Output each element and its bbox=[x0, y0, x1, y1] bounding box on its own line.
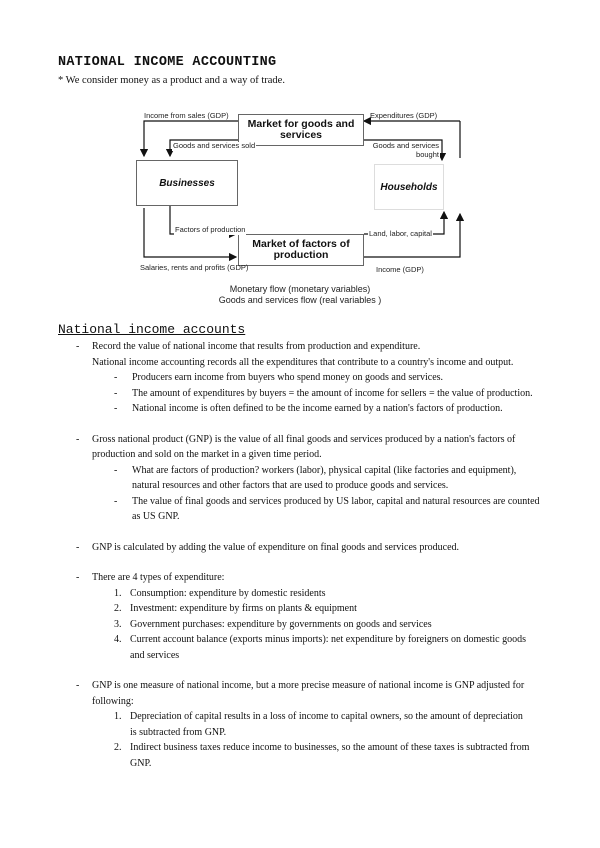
bullet-line: - GNP is calculated by adding the value of expenditure on final goods and services produced. bbox=[76, 541, 460, 553]
note-block bbox=[0, 339, 600, 417]
diagram-legend bbox=[150, 284, 450, 306]
numbered-item: 2. Indirect business taxes reduce income to businesses, so the amount of these taxes is subtracted from GNP. bbox=[114, 742, 530, 769]
label-income: Income (GDP) bbox=[376, 265, 424, 274]
bullet-line: - Record the value of national income that results from production and expenditure. bbox=[76, 341, 421, 352]
page-title: NATIONAL INCOME ACCOUNTING bbox=[58, 55, 277, 70]
legend-monetary: Monetary flow (monetary variables) bbox=[229, 284, 371, 294]
section-heading: National income accounts bbox=[58, 322, 246, 337]
note-block bbox=[0, 432, 600, 525]
market-goods-box: Market for goods and services bbox=[238, 114, 364, 146]
bullet-line: - Gross national product (GNP) is the value of all final goods and services produced by a nation's factors of production and sold on the market in a given time period. bbox=[76, 433, 516, 460]
note-block bbox=[0, 678, 600, 771]
sub-bullet: - Producers earn income from buyers who spend money on goods and services. bbox=[114, 372, 444, 383]
subtitle: * We consider money as a product and a way of trade. bbox=[58, 75, 285, 86]
label-expenditures: Expenditures (GDP) bbox=[370, 111, 438, 120]
label-income-sales: Income from sales (GDP) bbox=[144, 111, 229, 120]
numbered-item: 1. Depreciation of capital results in a loss of income to capital owners, so the amount of depreciation is subtracted from GNP. bbox=[114, 711, 523, 738]
numbered-item: 2. Investment: expenditure by firms on plants & equipment bbox=[114, 603, 357, 614]
bullet-line: - There are 4 types of expenditure: bbox=[76, 572, 225, 583]
arrow-income-sales bbox=[144, 121, 238, 156]
households-box: Households bbox=[374, 164, 444, 210]
sub-bullet: - National income is often defined to be the income earned by a nation's factors of production. bbox=[114, 403, 503, 414]
label-goods-bought: Goods and services bought bbox=[368, 142, 440, 159]
numbered-item: 3. Government purchases: expenditure by governments on goods and services bbox=[114, 618, 432, 630]
market-factors-box: Market of factors of production bbox=[238, 234, 364, 266]
sub-bullet: - What are factors of production? workers (labor), physical capital (like factories and equipment), natural resources and other factors that are used to produce goods and services. bbox=[114, 464, 517, 491]
label-goods-sold: Goods and services sold bbox=[173, 141, 256, 150]
numbered-item: 4. Current account balance (exports minus imports): net expenditure by foreigners on domestic goods and services bbox=[114, 634, 527, 661]
businesses-box: Businesses bbox=[136, 160, 238, 206]
note-block bbox=[0, 570, 600, 663]
legend-goods: Goods and services flow (real variables ) bbox=[218, 295, 382, 305]
bullet-line: National income accounting records all the expenditures that contribute to a country's income and output. bbox=[92, 356, 514, 368]
circular-flow-diagram bbox=[132, 108, 472, 308]
note-block bbox=[0, 540, 600, 556]
label-land: Land, labor, capital bbox=[369, 229, 432, 238]
bullet-line: - GNP is one measure of national income, but a more precise measure of national income is GNP adjusted for following: bbox=[76, 680, 525, 707]
label-salaries: Salaries, rents and profits (GDP) bbox=[140, 263, 249, 272]
numbered-item: 1. Consumption: expenditure by domestic residents bbox=[114, 587, 326, 599]
sub-bullet: - The amount of expenditures by buyers = the amount of income for sellers = the value of production. bbox=[114, 387, 533, 399]
label-factors: Factors of production bbox=[175, 225, 246, 234]
notes-content bbox=[0, 339, 600, 786]
sub-bullet: - The value of final goods and services produced by US labor, capital and natural resources are counted as US GNP. bbox=[114, 495, 540, 522]
